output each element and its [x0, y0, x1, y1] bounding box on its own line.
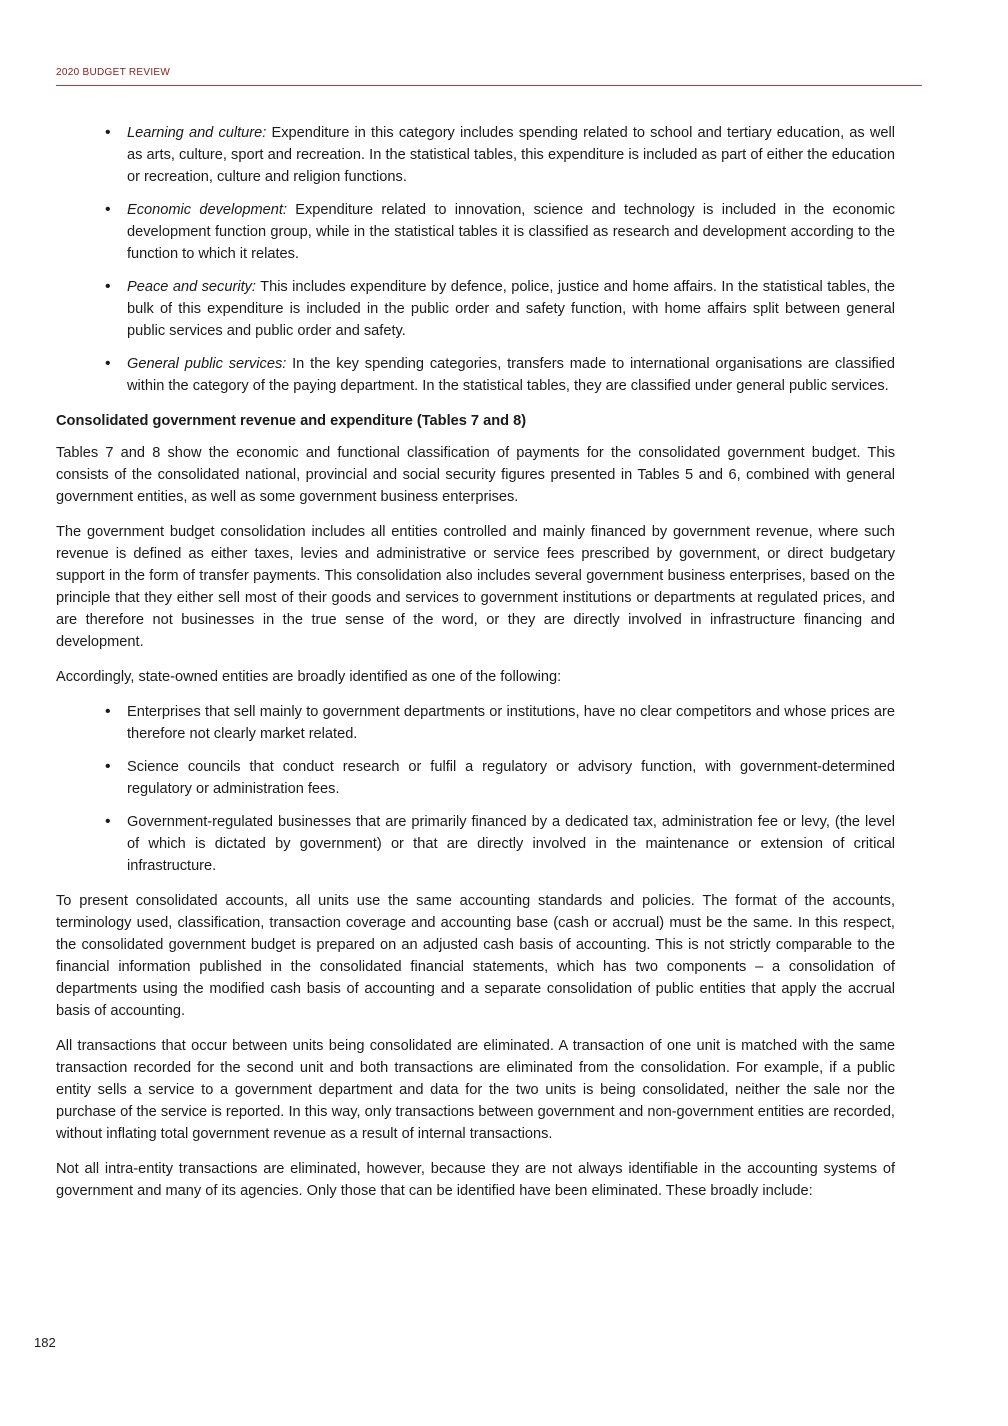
running-header: 2020 BUDGET REVIEW: [56, 67, 171, 78]
list-item-term: Economic development:: [127, 202, 287, 218]
list-item: [56, 122, 895, 188]
paragraph: Not all intra-entity transactions are eliminated, however, because they are not always identifiable in the accounting systems of government and many of its agencies. Only those that can be identified have been eliminated. These broadly include:: [56, 1161, 895, 1199]
state-owned-entities-list: [56, 701, 895, 877]
paragraph: Tables 7 and 8 show the economic and functional classification of payments for the consolidated government budget. This consists of the consolidated national, provincial and social security figures presented in Tables 5 and 6, combined with general government entities, as well as some government business enterprises.: [56, 445, 895, 505]
paragraph: The government budget consolidation includes all entities controlled and mainly financed by government revenue, where such revenue is defined as either taxes, levies and administrative or service fees prescribed by government, or direct budgetary support in the form of transfer payments. This consolidation also includes several government business enterprises, based on the principle that they either sell most of their goods and services to government institutions or departments at regulated prices, and are therefore not businesses in the true sense of the word, or they are directly involved in infrastructure financing and development.: [56, 524, 895, 650]
list-item: [56, 199, 895, 265]
list-item: • Government-regulated businesses that are primarily financed by a dedicated tax, administration fee or levy, (the level of which is dictated by government) or that are directly involved in the maintenance or extension of critical infrastructure.: [56, 811, 895, 877]
paragraph: To present consolidated accounts, all units use the same accounting standards and policies. The format of the accounts, terminology used, classification, transaction coverage and accounting base (cash or accrual) must be the same. In this respect, the consolidated government budget is prepared on an adjusted cash basis of accounting. This is not strictly comparable to the financial information published in the consolidated financial statements, which has two components – a consolidation of departments using the modified cash basis of accounting and a separate consolidation of public entities that apply the accrual basis of accounting.: [56, 893, 895, 1019]
header-divider: [56, 85, 922, 86]
list-item: • Enterprises that sell mainly to government departments or institutions, have no clear competitors and whose prices are therefore not clearly market related.: [56, 701, 895, 745]
list-item: [56, 353, 895, 397]
list-item: [56, 276, 895, 342]
paragraph: All transactions that occur between units being consolidated are eliminated. A transaction of one unit is matched with the same transaction recorded for the second unit and both transactions are eliminated from the consolidation. For example, if a public entity sells a service to a government department and data for the two units is being consolidated, neither the sale nor the purchase of the service is reported. In this way, only transactions between government and non-government entities are recorded, without inflating total government revenue as a result of internal transactions.: [56, 1038, 895, 1142]
section-heading: Consolidated government revenue and expenditure (Tables 7 and 8): [56, 413, 527, 429]
page-content: [56, 122, 895, 1215]
spending-categories-list: [56, 122, 895, 397]
list-item-text: Expenditure related to innovation, science and technology is included in the economic development function group, while in the statistical tables it is classified as research and development according to the function to which it relates.: [127, 202, 896, 262]
list-item-term: Learning and culture:: [127, 125, 267, 141]
paragraph: Accordingly, state-owned entities are broadly identified as one of the following:: [56, 669, 562, 685]
list-item-text: In the key spending categories, transfers made to international organisations are classified within the category of the paying department. In the statistical tables, they are classified under general public services.: [127, 356, 895, 394]
list-item: • Science councils that conduct research or fulfil a regulatory or advisory function, with government-determined regulatory or administration fees.: [56, 756, 895, 800]
page-number: 182: [34, 1335, 56, 1350]
list-item-text: Expenditure in this category includes spending related to school and tertiary education, as well as arts, culture, sport and recreation. In the statistical tables, this expenditure is included as part of either the education or recreation, culture and religion functions.: [127, 125, 895, 185]
list-item-term: Peace and security:: [127, 279, 256, 295]
list-item-term: General public services:: [127, 356, 287, 372]
list-item-text: This includes expenditure by defence, police, justice and home affairs. In the statistical tables, the bulk of this expenditure is included in the public order and safety function, with home affairs split between general public services and public order and safety.: [127, 279, 895, 339]
